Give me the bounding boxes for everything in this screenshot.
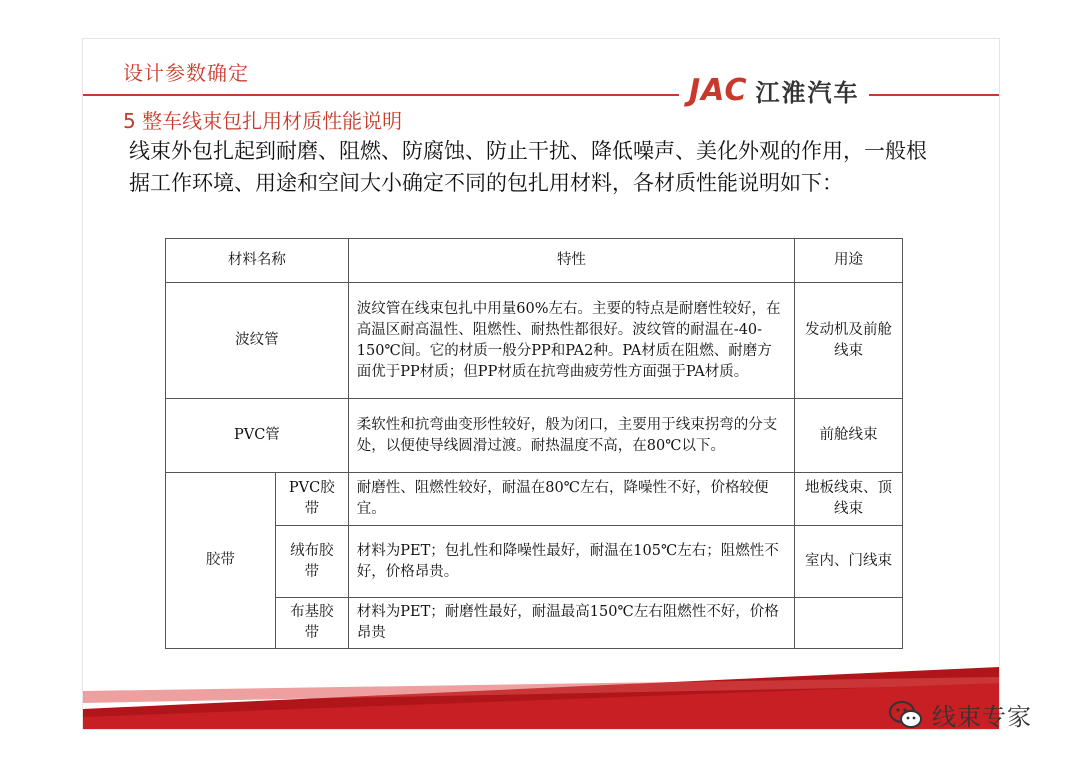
material-property: 材料为PET；包扎性和降噪性最好，耐温在105℃左右；阻燃性不好，价格昂贵。 xyxy=(348,526,794,598)
slide-subtitle: 5 整车线束包扎用材质性能说明 xyxy=(123,109,403,133)
material-property: 耐磨性、阻燃性较好，耐温在80℃左右，降噪性不好，价格较便宜。 xyxy=(348,473,794,526)
material-property: 波纹管在线束包扎中用量60%左右。主要的特点是耐磨性较好，在高温区耐高温性、阻燃性、耐热性都很好。波纹管的耐温在-40-150℃间。它的材质一般分PP和PA2种。PA材质在阻燃、耐磨方面优于PP材质；但PP材质在抗弯曲疲劳性方面强于PA材质。 xyxy=(348,283,794,399)
material-property: 材料为PET；耐磨性最好，耐温最高150℃左右阻燃性不好，价格昂贵 xyxy=(348,598,794,649)
material-name: PVC管 xyxy=(166,399,349,473)
material-usage: 发动机及前舱线束 xyxy=(795,283,903,399)
table-row xyxy=(166,526,903,598)
materials-table xyxy=(165,238,903,649)
material-name: 波纹管 xyxy=(166,283,349,399)
header-usage: 用途 xyxy=(795,239,903,283)
wechat-icon xyxy=(888,700,924,730)
watermark xyxy=(888,697,1032,732)
intro-paragraph: 线束外包扎起到耐磨、阻燃、防腐蚀、防止干扰、降低噪声、美化外观的作用，一般根据工作环境、用途和空间大小确定不同的包扎用材料，各材质性能说明如下： xyxy=(129,139,927,195)
material-subname: 绒布胶带 xyxy=(275,526,348,598)
header-property: 特性 xyxy=(348,239,794,283)
table-header-row xyxy=(166,239,903,283)
table-row xyxy=(166,473,903,526)
section-title: 设计参数确定 xyxy=(123,61,249,85)
logo-mark: JAC xyxy=(689,72,748,108)
material-subname: PVC胶带 xyxy=(275,473,348,526)
jac-logo xyxy=(679,71,869,109)
header-name: 材料名称 xyxy=(166,239,349,283)
material-property: 柔软性和抗弯曲变形性较好，般为闭口，主要用于线束拐弯的分支处，以便使导线圆滑过渡。耐热温度不高，在80℃以下。 xyxy=(348,399,794,473)
material-group: 胶带 xyxy=(166,473,276,649)
slide xyxy=(82,38,1000,730)
logo-text: 江淮汽车 xyxy=(755,78,860,107)
material-usage: 前舱线束 xyxy=(795,399,903,473)
footer-band xyxy=(83,639,999,729)
table-row xyxy=(166,399,903,473)
material-usage: 室内、门线束 xyxy=(795,526,903,598)
table-row xyxy=(166,283,903,399)
material-subname: 布基胶带 xyxy=(275,598,348,649)
material-usage: 地板线束、顶线束 xyxy=(795,473,903,526)
watermark-text: 线束专家 xyxy=(932,703,1032,731)
